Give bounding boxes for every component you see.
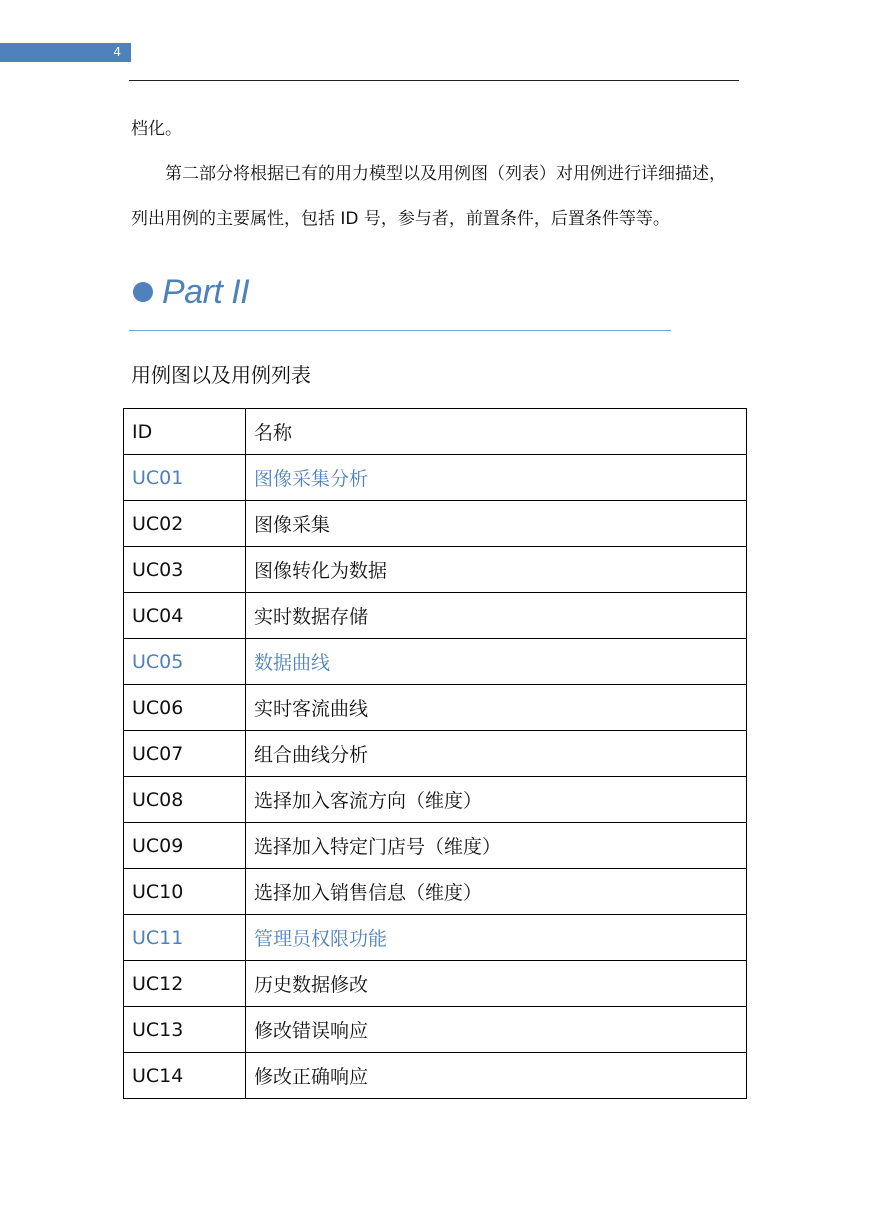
table-row: [124, 823, 747, 869]
table-caption: 用例图以及用例列表: [131, 363, 311, 387]
page-number-tab: [0, 43, 131, 62]
header-rule: [129, 80, 739, 81]
table-row: [124, 1007, 747, 1053]
use-case-name: 图像采集: [246, 501, 747, 547]
section-title: Part II: [162, 273, 250, 311]
use-case-id: UC14: [124, 1053, 246, 1099]
table-row: [124, 869, 747, 915]
table-row: [124, 915, 747, 961]
use-case-name: 选择加入销售信息（维度）: [246, 869, 747, 915]
use-case-id: UC10: [124, 869, 246, 915]
use-case-id: UC06: [124, 685, 246, 731]
use-case-id: UC01: [124, 455, 246, 501]
use-case-name: 选择加入客流方向（维度）: [246, 777, 747, 823]
table-row: [124, 731, 747, 777]
table-row: [124, 961, 747, 1007]
use-case-id: UC05: [124, 639, 246, 685]
table-row: [124, 1053, 747, 1099]
section-bullet-icon: [133, 282, 153, 302]
use-case-id: UC07: [124, 731, 246, 777]
table-row: [124, 685, 747, 731]
paragraph-continuation: 档化。: [131, 119, 182, 139]
use-case-name: 实时数据存储: [246, 593, 747, 639]
table-row: [124, 547, 747, 593]
table-row: [124, 639, 747, 685]
header-id: ID: [124, 409, 246, 455]
use-case-name: 历史数据修改: [246, 961, 747, 1007]
use-case-id: UC11: [124, 915, 246, 961]
use-case-name: 图像转化为数据: [246, 547, 747, 593]
use-case-id: UC09: [124, 823, 246, 869]
paragraph-line-1-text: 第二部分将根据已有的用力模型以及用例图（列表）对用例进行详细描述，: [165, 164, 726, 184]
use-case-id: UC13: [124, 1007, 246, 1053]
use-case-name: 组合曲线分析: [246, 731, 747, 777]
section-rule: [129, 330, 671, 331]
use-case-name: 选择加入特定门店号（维度）: [246, 823, 747, 869]
table-row: [124, 455, 747, 501]
page-number: 4: [113, 45, 121, 59]
table-header-row: [124, 409, 747, 455]
use-case-name: 图像采集分析: [246, 455, 747, 501]
header-name: 名称: [246, 409, 747, 455]
table-row: [124, 777, 747, 823]
use-case-id: UC04: [124, 593, 246, 639]
use-case-id: UC12: [124, 961, 246, 1007]
use-case-name: 实时客流曲线: [246, 685, 747, 731]
paragraph-line-1: [131, 162, 726, 186]
use-case-name: 管理员权限功能: [246, 915, 747, 961]
paragraph-line-2: 列出用例的主要属性，包括 ID 号，参与者，前置条件，后置条件等等。: [131, 209, 670, 229]
use-case-id: UC02: [124, 501, 246, 547]
table-row: [124, 593, 747, 639]
table-row: [124, 501, 747, 547]
use-case-name: 数据曲线: [246, 639, 747, 685]
use-case-table: [123, 408, 747, 1099]
use-case-name: 修改错误响应: [246, 1007, 747, 1053]
use-case-name: 修改正确响应: [246, 1053, 747, 1099]
use-case-id: UC03: [124, 547, 246, 593]
use-case-id: UC08: [124, 777, 246, 823]
